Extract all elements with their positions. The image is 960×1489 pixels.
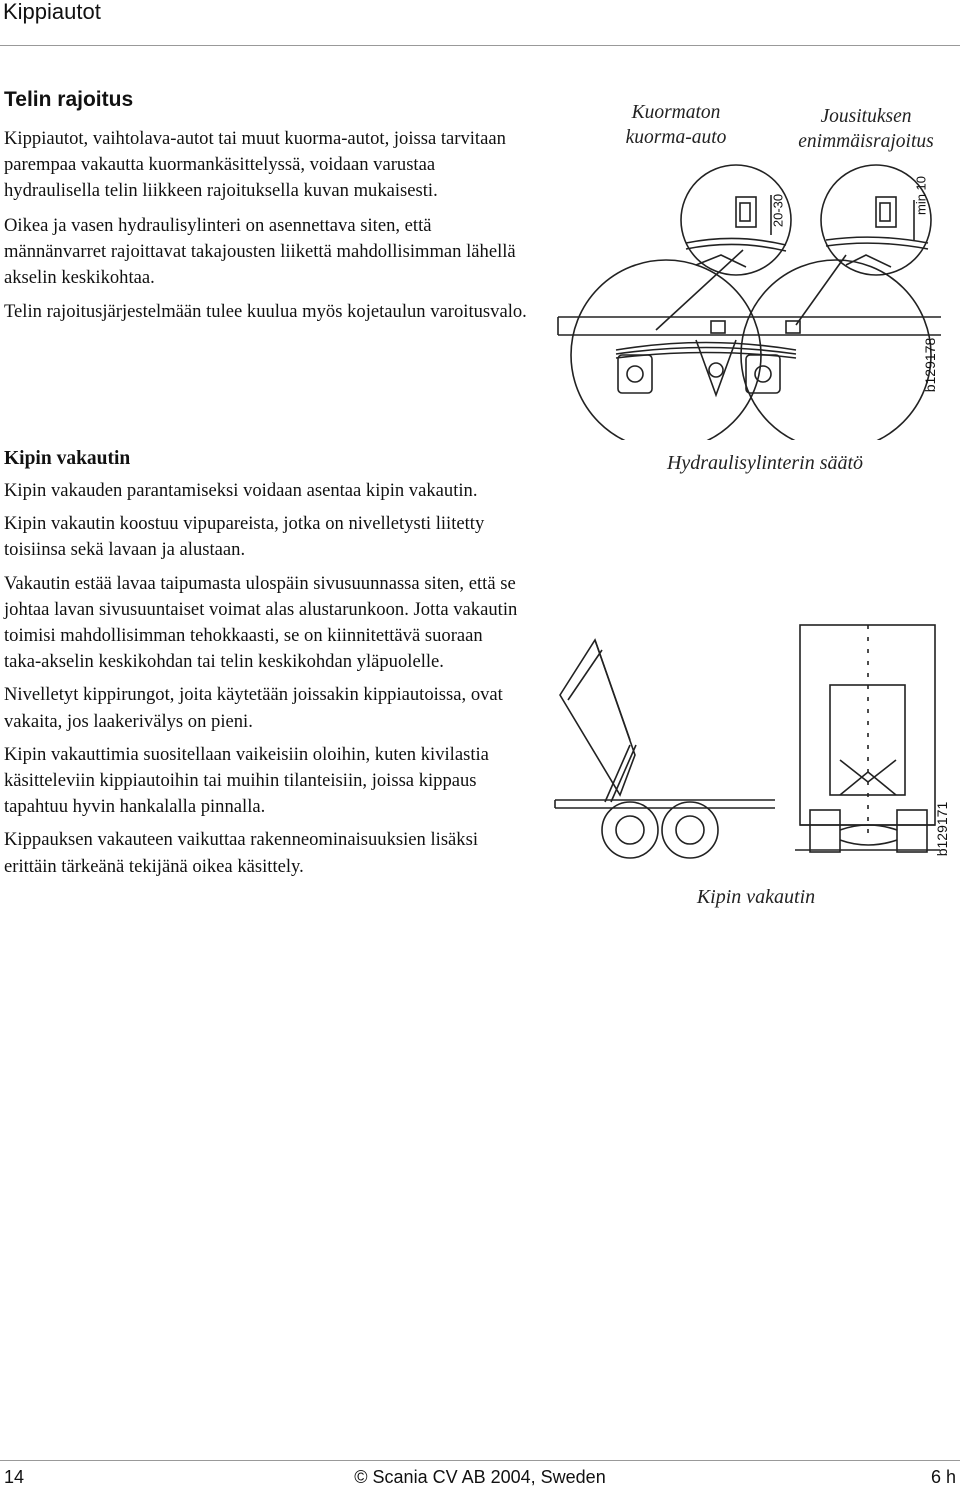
section-code: 6 h	[930, 1467, 956, 1487]
paragraph: Kipin vakauttimia suositellaan vaikeisiin oloihin, kuten kivilastia käsitteleviin kippiautoihin tai muihin tilanteisiin, joissa kippaus tapahtuu hyvin hankalalla pinnalla.	[4, 743, 489, 818]
bogie-limiter-illustration	[546, 155, 946, 440]
dimension-label-20-30: 20-30	[770, 193, 786, 228]
paragraph: Vakautin estää lavaa taipumasta ulospäin sivusuunnassa siten, että se johtaa lavan sivusuuntaiset voimat alas alustarunkoon. Jotta vakautin toimisi mahdollisimman tehokkaasti, se on kiinnitettävä suoraan taka-akselin keskikohdan tai telin keskikohdan yläpuolelle.	[4, 572, 518, 673]
paragraph: Kippauksen vakauteen vaikuttaa rakenneominaisuuksien lisäksi erittäin tärkeänä tekijänä oikea käsittely.	[4, 829, 479, 877]
section-title-telin-rajoitus: Telin rajoitus	[4, 88, 134, 111]
section-title-kipin-vakautin: Kipin vakautin	[4, 448, 131, 469]
paragraph: Telin rajoitusjärjestelmään tulee kuulua myös kojetaulun varoitusvalo.	[4, 301, 527, 323]
paragraph: Kipin vakauden parantamiseksi voidaan asentaa kipin vakautin.	[4, 480, 478, 501]
paragraph: Kipin vakautin koostuu vipupareista, jotka on nivelletysti liitetty toisiinsa sekä lavaan ja alustaan.	[4, 513, 485, 561]
figure-id-b129171: b129171	[934, 801, 950, 857]
figure1-caption-right: Jousituksen enimmäisrajoitus	[798, 106, 934, 152]
section1-body	[4, 126, 534, 333]
paragraph: Kippiautot, vaihtolava-autot tai muut kuorma-autot, joissa tarvitaan parempaa vakautta kuormankäsittelyssä, voidaan varustaa hydraulisella telin liikkeen rajoituksella kuvan mukaisesti.	[4, 128, 506, 202]
tipper-stabiliser-illustration	[550, 620, 950, 875]
copyright-notice: © Scania CV AB 2004, Sweden	[354, 1467, 606, 1487]
paragraph: Nivelletyt kippirungot, joita käytetään joissakin kippiautoissa, ovat vakaita, jos laakerivälys on pieni.	[4, 684, 503, 732]
footer-rule	[0, 1460, 960, 1461]
page-number: 14	[4, 1467, 25, 1487]
dimension-label-min-10: min 10	[913, 175, 929, 216]
paragraph: Oikea ja vasen hydraulisylinteri on asennettava siten, että männänvarret rajoittavat takajousten liikettä mahdollisimman lähellä akselin keskikohtaa.	[4, 214, 516, 289]
section2-body	[4, 478, 524, 887]
figure-id-b129178: b129178	[922, 337, 938, 393]
figure2-caption-top: Hydraulisylinterin säätö	[666, 452, 864, 474]
figure2-caption-bottom: Kipin vakautin	[696, 886, 816, 908]
running-header: Kippiautot	[3, 0, 101, 24]
header-rule	[0, 45, 960, 46]
figure1-caption-left: Kuormaton kuorma-auto	[625, 102, 727, 148]
